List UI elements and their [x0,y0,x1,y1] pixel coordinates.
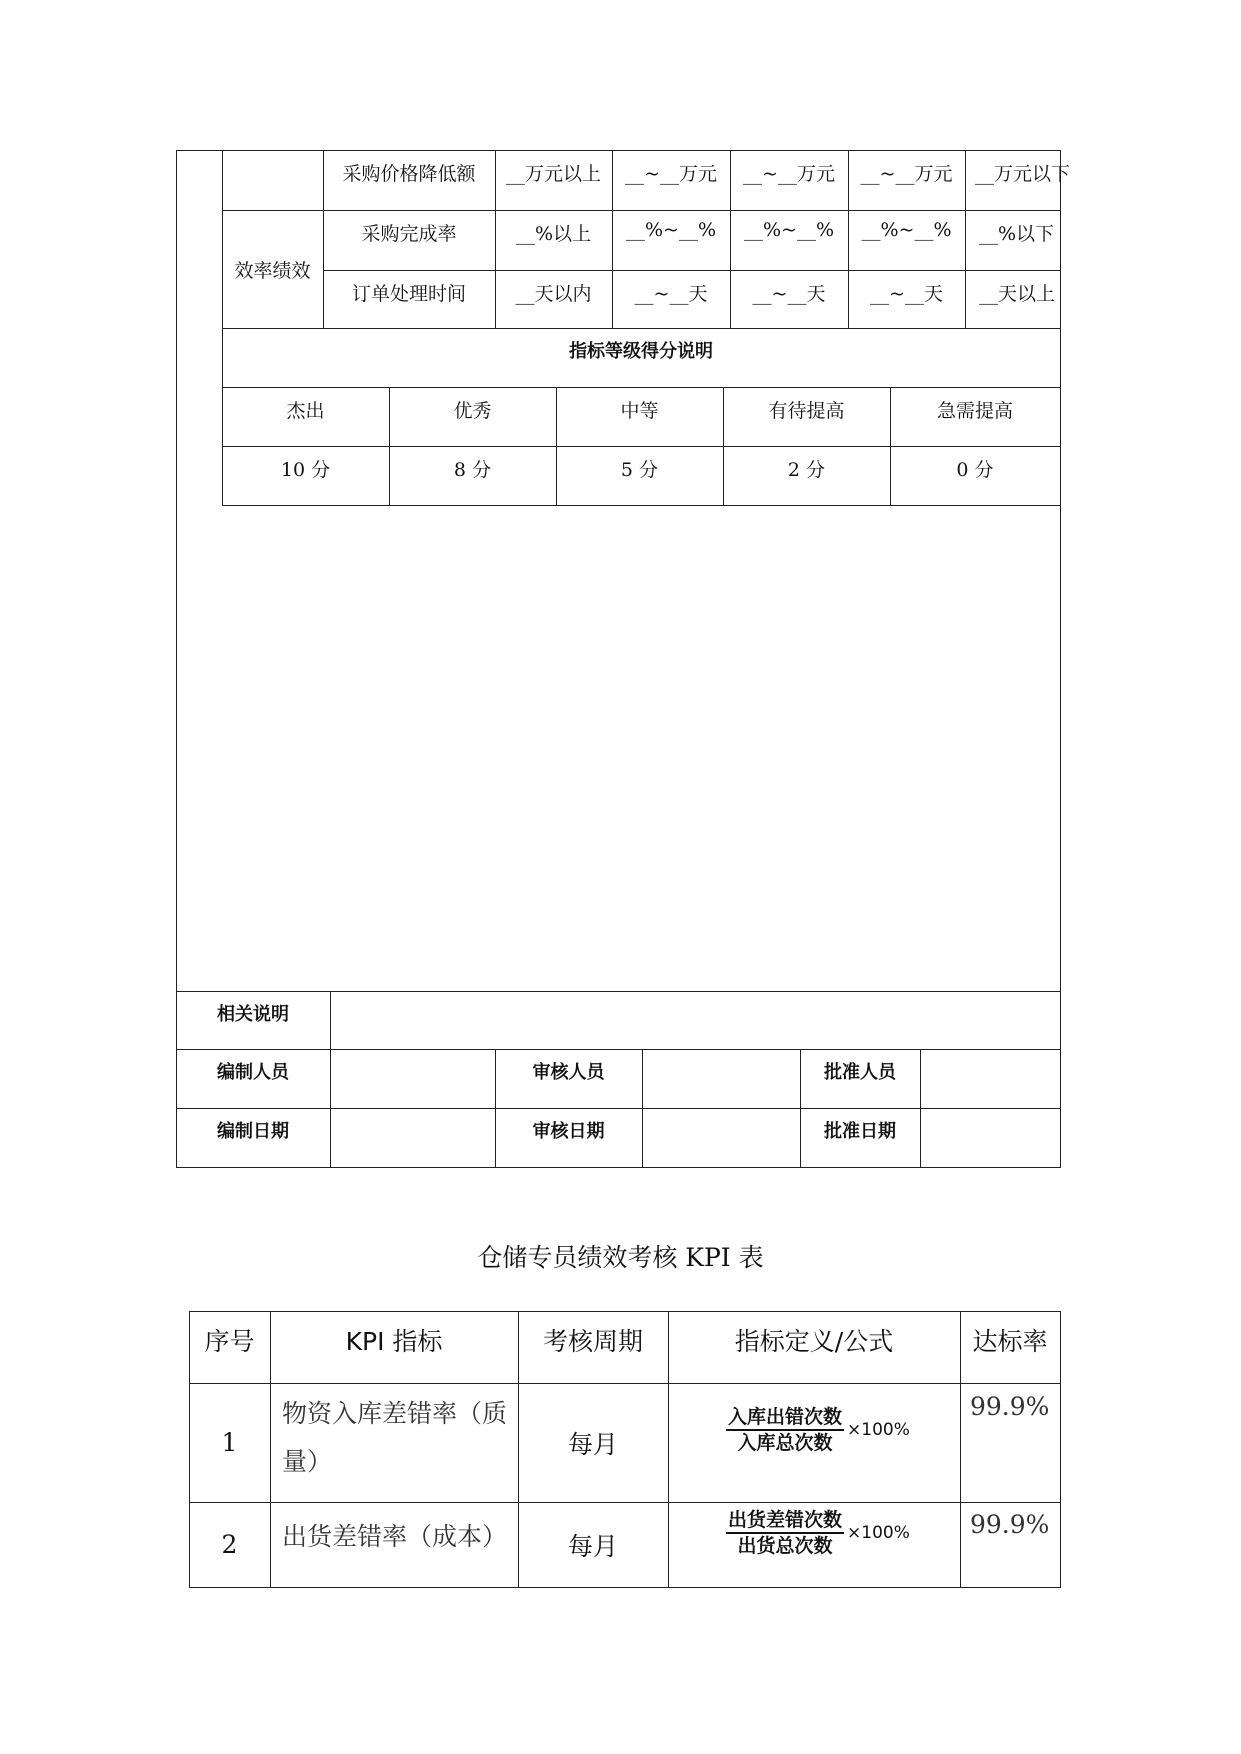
grade-needs-improvement: 有待提高 [768,400,845,422]
header-kpi-indicator: KPI 指标 [345,1327,443,1356]
grade-outstanding: 杰出 [286,400,325,422]
row-no: 1 [221,1428,238,1457]
formula [726,1405,910,1455]
reviewed-by-label: 审核人员 [532,1062,605,1083]
approved-date-label: 批准日期 [824,1121,896,1142]
grid-line [330,991,331,1167]
grade-urgent-improvement: 急需提高 [936,400,1013,422]
notes-label: 相关说明 [217,1004,289,1025]
fraction [726,1407,844,1454]
category-efficiency: 效率绩效 [234,259,311,282]
score-explanation-title: 指标等级得分说明 [569,341,713,362]
header-period: 考核周期 [542,1327,643,1356]
level-cell: __万元以上 [505,163,601,185]
multiplier: ×100% [847,1420,910,1440]
reviewed-date-label: 审核日期 [532,1121,605,1142]
header-definition: 指标定义/公式 [734,1327,894,1356]
level-cell-clipped: __万元以下 [975,163,1070,185]
fraction-denominator: 入库总次数 [737,1431,833,1454]
grid-line [920,1049,921,1167]
row-indicator [282,1390,518,1486]
multiplier: ×100% [847,1523,910,1543]
level-cell-clipped: __天以上 [979,283,1056,305]
header-rate: 达标率 [972,1327,1048,1356]
score-value: 5 分 [620,459,659,481]
row-rate: 99.9% [970,1392,1050,1421]
score-value: 8 分 [453,459,492,481]
row-rate: 99.9% [970,1510,1050,1539]
fraction [726,1510,844,1557]
prepared-date-label: 编制日期 [217,1121,289,1142]
formula [726,1508,910,1558]
level-cell: __%~__% [625,219,717,241]
grade-excellent: 优秀 [453,400,492,422]
fraction-numerator: 出货差错次数 [726,1510,844,1534]
row-period: 每月 [567,1429,618,1459]
level-cell: __~__万元 [625,163,717,185]
level-cell: __%~__% [743,219,835,241]
fraction-numerator: 入库出错次数 [726,1407,844,1431]
score-value: 2 分 [787,459,826,481]
level-cell: __~__天 [634,283,708,305]
grid-line [189,1587,1061,1588]
grid-line [1060,1311,1061,1587]
level-cell: __~__万元 [860,163,953,185]
row-indicator-line: 物资入库差错率（质 [282,1399,508,1428]
row-indicator-line: 量） [282,1447,333,1476]
grade-average: 中等 [620,400,659,422]
score-value: 0 分 [956,459,994,481]
level-cell: __%以上 [515,223,592,245]
level-cell: __天以内 [515,283,592,305]
row-indicator: 出货差错率（成本） [282,1522,508,1551]
score-value: 10 分 [280,459,331,481]
level-cell: __%~__% [861,219,952,241]
grid-line [642,1049,643,1167]
kpi-table-title: 仓储专员绩效考核 KPI 表 [477,1243,764,1272]
row-period: 每月 [567,1531,618,1561]
level-cell-clipped: __%以下 [979,223,1055,245]
level-cell: __~__天 [752,283,826,305]
header-no: 序号 [204,1327,255,1356]
fraction-denominator: 出货总次数 [737,1534,833,1557]
row-no: 2 [221,1530,238,1559]
indicator-completion-rate: 采购完成率 [361,223,457,245]
indicator-price-reduction: 采购价格降低额 [342,163,476,185]
approved-by-label: 批准人员 [824,1062,896,1083]
prepared-by-label: 编制人员 [217,1062,289,1083]
level-cell: __~__天 [870,283,943,305]
level-cell: __~__万元 [743,163,835,185]
indicator-order-time: 订单处理时间 [351,283,466,305]
